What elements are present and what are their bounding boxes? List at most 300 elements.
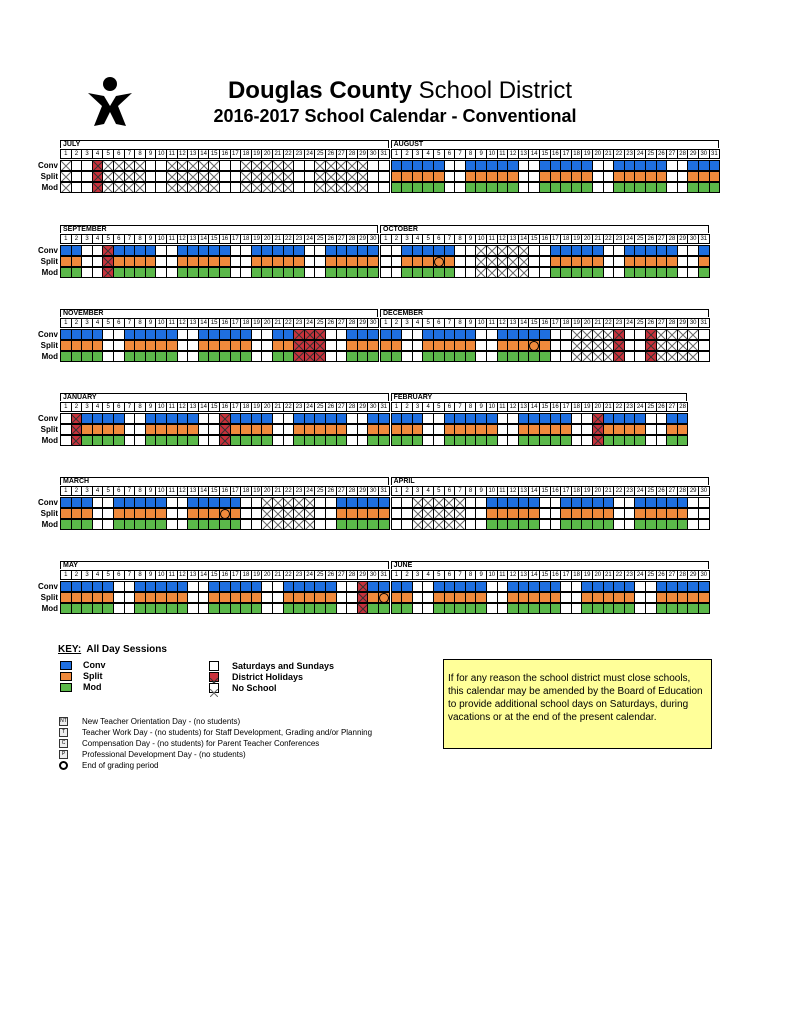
day-number: 4 bbox=[92, 402, 104, 412]
day-number: 14 bbox=[198, 402, 210, 412]
day-number: 29 bbox=[357, 318, 369, 328]
day-number: 14 bbox=[528, 570, 540, 580]
day-number: 13 bbox=[518, 149, 530, 159]
day-number: 26 bbox=[325, 234, 337, 244]
day-number: 14 bbox=[198, 149, 210, 159]
day-number: 15 bbox=[539, 570, 551, 580]
day-number: 25 bbox=[645, 570, 657, 580]
day-number: 13 bbox=[518, 402, 530, 412]
day-number: 23 bbox=[624, 149, 636, 159]
day-number: 23 bbox=[293, 402, 305, 412]
page-title: Douglas County School District bbox=[227, 77, 573, 104]
day-number: 21 bbox=[592, 234, 604, 244]
day-number: 22 bbox=[613, 486, 625, 496]
day-number: 13 bbox=[187, 402, 199, 412]
day-number: 14 bbox=[198, 486, 210, 496]
day-number: 29 bbox=[357, 149, 369, 159]
row-label-conv: Conv bbox=[38, 330, 58, 339]
day-number: 9 bbox=[475, 149, 487, 159]
day-number: 14 bbox=[518, 234, 530, 244]
day-number: 10 bbox=[155, 402, 167, 412]
day-number: 18 bbox=[240, 402, 252, 412]
day-number: 19 bbox=[251, 234, 263, 244]
day-number: 17 bbox=[560, 149, 572, 159]
day-number: 28 bbox=[666, 234, 678, 244]
day-cell-split bbox=[698, 508, 710, 519]
day-number: 12 bbox=[497, 318, 509, 328]
day-number: 11 bbox=[497, 486, 509, 496]
row-label-split: Split bbox=[40, 257, 58, 266]
day-number: 27 bbox=[336, 486, 348, 496]
day-number: 14 bbox=[528, 402, 540, 412]
day-number: 1 bbox=[391, 149, 403, 159]
month-header-december: DECEMBER bbox=[380, 309, 709, 317]
day-number: 16 bbox=[219, 318, 231, 328]
day-number: 6 bbox=[113, 570, 125, 580]
day-number: 21 bbox=[603, 486, 615, 496]
day-number: 18 bbox=[560, 318, 572, 328]
day-cell-mod bbox=[378, 435, 390, 446]
day-number: 8 bbox=[134, 234, 146, 244]
day-number: 31 bbox=[378, 402, 390, 412]
month-header-may: MAY bbox=[60, 561, 389, 569]
day-number: 8 bbox=[465, 570, 477, 580]
day-cell-split bbox=[367, 256, 379, 267]
day-number: 23 bbox=[293, 486, 305, 496]
day-cell-mod bbox=[698, 519, 710, 530]
day-number: 21 bbox=[272, 234, 284, 244]
day-number: 2 bbox=[401, 570, 413, 580]
day-number: 5 bbox=[422, 318, 434, 328]
row-label-mod: Mod bbox=[41, 520, 58, 529]
day-number: 13 bbox=[507, 318, 519, 328]
day-number: 19 bbox=[581, 570, 593, 580]
day-number: 10 bbox=[155, 234, 167, 244]
day-number: 26 bbox=[656, 149, 668, 159]
row-label-mod: Mod bbox=[41, 604, 58, 613]
day-number: 29 bbox=[357, 234, 369, 244]
day-number: 6 bbox=[444, 149, 456, 159]
day-number: 10 bbox=[486, 149, 498, 159]
day-number: 21 bbox=[272, 570, 284, 580]
day-number: 27 bbox=[656, 234, 668, 244]
day-number: 11 bbox=[166, 149, 178, 159]
day-number: 28 bbox=[677, 570, 689, 580]
day-number: 23 bbox=[613, 318, 625, 328]
day-number: 28 bbox=[346, 234, 358, 244]
day-number: 20 bbox=[592, 149, 604, 159]
day-cell-conv bbox=[709, 160, 721, 171]
day-number: 4 bbox=[92, 486, 104, 496]
day-number: 20 bbox=[261, 570, 273, 580]
day-number: 25 bbox=[314, 149, 326, 159]
day-number: 4 bbox=[92, 570, 104, 580]
day-number: 23 bbox=[293, 234, 305, 244]
day-number: 1 bbox=[60, 234, 72, 244]
day-number: 30 bbox=[367, 402, 379, 412]
day-number: 3 bbox=[81, 402, 93, 412]
day-number: 24 bbox=[624, 318, 636, 328]
day-number: 21 bbox=[272, 486, 284, 496]
day-cell-conv bbox=[698, 497, 710, 508]
day-number: 12 bbox=[177, 234, 189, 244]
day-number: 23 bbox=[624, 486, 636, 496]
day-number: 17 bbox=[230, 570, 242, 580]
day-cell-conv bbox=[378, 160, 390, 171]
day-number: 22 bbox=[283, 570, 295, 580]
professional-dev-icon: P bbox=[59, 750, 68, 759]
day-number: 23 bbox=[293, 318, 305, 328]
day-number: 15 bbox=[539, 149, 551, 159]
day-number: 9 bbox=[145, 318, 157, 328]
day-number: 5 bbox=[102, 149, 114, 159]
day-number: 17 bbox=[230, 318, 242, 328]
row-label-split: Split bbox=[40, 593, 58, 602]
day-cell-split bbox=[698, 256, 710, 267]
day-number: 15 bbox=[208, 486, 220, 496]
day-number: 19 bbox=[251, 149, 263, 159]
day-number: 18 bbox=[240, 486, 252, 496]
day-number: 30 bbox=[367, 318, 379, 328]
day-number: 30 bbox=[367, 149, 379, 159]
day-cell-mod bbox=[378, 182, 390, 193]
day-number: 10 bbox=[486, 402, 498, 412]
day-number: 23 bbox=[293, 149, 305, 159]
day-number: 11 bbox=[166, 486, 178, 496]
page-subtitle: 2016-2017 School Calendar - Conventional bbox=[213, 106, 577, 126]
month-header-november: NOVEMBER bbox=[60, 309, 378, 317]
legend-new-teacher: New Teacher Orientation Day - (no students) bbox=[82, 717, 241, 726]
day-cell-mod bbox=[677, 435, 689, 446]
day-number: 18 bbox=[240, 318, 252, 328]
day-number: 18 bbox=[571, 486, 583, 496]
day-number: 12 bbox=[507, 149, 519, 159]
day-number: 9 bbox=[145, 149, 157, 159]
day-number: 15 bbox=[208, 234, 220, 244]
row-label-conv: Conv bbox=[38, 161, 58, 170]
day-number: 9 bbox=[475, 402, 487, 412]
day-number: 17 bbox=[550, 318, 562, 328]
day-number: 20 bbox=[592, 570, 604, 580]
day-number: 26 bbox=[325, 149, 337, 159]
day-number: 9 bbox=[145, 486, 157, 496]
teacher-work-icon: T bbox=[59, 728, 68, 737]
day-number: 6 bbox=[113, 234, 125, 244]
row-label-split: Split bbox=[40, 172, 58, 181]
day-number: 27 bbox=[666, 402, 678, 412]
day-number: 4 bbox=[412, 234, 424, 244]
day-cell-mod bbox=[698, 603, 710, 614]
day-number: 8 bbox=[134, 570, 146, 580]
day-number: 1 bbox=[380, 234, 392, 244]
day-cell-split bbox=[378, 592, 390, 603]
day-number: 7 bbox=[454, 486, 466, 496]
day-number: 15 bbox=[528, 234, 540, 244]
day-number: 22 bbox=[283, 402, 295, 412]
day-number: 4 bbox=[92, 149, 104, 159]
day-number: 16 bbox=[219, 149, 231, 159]
day-number: 21 bbox=[272, 318, 284, 328]
day-number: 5 bbox=[433, 486, 445, 496]
day-number: 29 bbox=[687, 486, 699, 496]
day-cell-split bbox=[698, 592, 710, 603]
day-cell-split bbox=[677, 424, 689, 435]
day-number: 24 bbox=[624, 234, 636, 244]
row-label-conv: Conv bbox=[38, 582, 58, 591]
key-conv-swatch bbox=[60, 661, 72, 670]
day-number: 30 bbox=[698, 486, 710, 496]
day-number: 8 bbox=[465, 486, 477, 496]
day-number: 15 bbox=[208, 570, 220, 580]
day-number: 30 bbox=[367, 486, 379, 496]
day-number: 2 bbox=[401, 486, 413, 496]
day-number: 3 bbox=[412, 570, 424, 580]
day-number: 8 bbox=[134, 318, 146, 328]
day-number: 18 bbox=[571, 149, 583, 159]
month-header-october: OCTOBER bbox=[380, 225, 709, 233]
day-number: 18 bbox=[240, 234, 252, 244]
day-number: 17 bbox=[230, 402, 242, 412]
day-number: 30 bbox=[698, 570, 710, 580]
day-number: 1 bbox=[60, 486, 72, 496]
day-number: 23 bbox=[624, 570, 636, 580]
compensation-icon: C bbox=[59, 739, 68, 748]
day-number: 7 bbox=[124, 234, 136, 244]
day-cell-split bbox=[709, 171, 721, 182]
day-number: 7 bbox=[454, 570, 466, 580]
day-number: 2 bbox=[71, 318, 83, 328]
day-number: 2 bbox=[71, 402, 83, 412]
key-split-swatch bbox=[60, 672, 72, 681]
day-number: 7 bbox=[454, 149, 466, 159]
day-number: 3 bbox=[81, 570, 93, 580]
day-number: 21 bbox=[603, 402, 615, 412]
day-number: 3 bbox=[412, 402, 424, 412]
day-number: 17 bbox=[230, 234, 242, 244]
day-number: 15 bbox=[539, 402, 551, 412]
day-number: 18 bbox=[240, 570, 252, 580]
day-number: 27 bbox=[336, 402, 348, 412]
day-number: 21 bbox=[603, 149, 615, 159]
day-number: 2 bbox=[401, 149, 413, 159]
day-number: 22 bbox=[603, 234, 615, 244]
day-number: 25 bbox=[645, 486, 657, 496]
day-number: 15 bbox=[208, 402, 220, 412]
day-number: 9 bbox=[475, 570, 487, 580]
day-number: 8 bbox=[465, 149, 477, 159]
key-split-label: Split bbox=[83, 671, 103, 681]
legend-compensation: Compensation Day - (no students) for Parent Teacher Conferences bbox=[82, 739, 320, 748]
day-number: 2 bbox=[71, 234, 83, 244]
day-number: 6 bbox=[113, 402, 125, 412]
day-number: 28 bbox=[666, 318, 678, 328]
day-number: 15 bbox=[528, 318, 540, 328]
day-number: 17 bbox=[560, 570, 572, 580]
day-number: 13 bbox=[187, 318, 199, 328]
day-number: 21 bbox=[272, 402, 284, 412]
day-number: 2 bbox=[401, 402, 413, 412]
day-cell-conv bbox=[698, 581, 710, 592]
day-number: 24 bbox=[634, 486, 646, 496]
day-number: 1 bbox=[60, 570, 72, 580]
day-number: 26 bbox=[656, 402, 668, 412]
day-number: 1 bbox=[391, 570, 403, 580]
row-label-split: Split bbox=[40, 509, 58, 518]
day-number: 2 bbox=[71, 149, 83, 159]
day-number: 25 bbox=[314, 234, 326, 244]
day-number: 16 bbox=[539, 234, 551, 244]
day-number: 28 bbox=[346, 318, 358, 328]
day-cell-mod bbox=[698, 267, 710, 278]
day-number: 6 bbox=[113, 486, 125, 496]
day-number: 26 bbox=[325, 402, 337, 412]
month-header-september: SEPTEMBER bbox=[60, 225, 378, 233]
day-number: 7 bbox=[444, 234, 456, 244]
day-number: 10 bbox=[475, 234, 487, 244]
key-conv-label: Conv bbox=[83, 660, 106, 670]
day-number: 15 bbox=[208, 318, 220, 328]
day-cell-mod bbox=[367, 351, 379, 362]
day-number: 12 bbox=[177, 402, 189, 412]
day-number: 4 bbox=[422, 402, 434, 412]
day-number: 22 bbox=[283, 234, 295, 244]
day-number: 9 bbox=[145, 570, 157, 580]
day-number: 27 bbox=[666, 570, 678, 580]
day-number: 9 bbox=[145, 402, 157, 412]
day-number: 5 bbox=[433, 402, 445, 412]
month-header-april: APRIL bbox=[391, 477, 709, 485]
day-number: 24 bbox=[634, 149, 646, 159]
day-number: 16 bbox=[219, 402, 231, 412]
day-number: 16 bbox=[539, 318, 551, 328]
day-number: 9 bbox=[465, 234, 477, 244]
day-number: 7 bbox=[124, 402, 136, 412]
day-number: 8 bbox=[134, 402, 146, 412]
key-weekend-box bbox=[209, 661, 219, 671]
day-number: 6 bbox=[433, 318, 445, 328]
day-number: 16 bbox=[550, 486, 562, 496]
day-number: 10 bbox=[155, 486, 167, 496]
day-cell-mod bbox=[378, 519, 390, 530]
day-number: 29 bbox=[677, 318, 689, 328]
day-number: 12 bbox=[507, 486, 519, 496]
day-number: 24 bbox=[304, 149, 316, 159]
legend-professional-dev: Professional Development Day - (no students) bbox=[82, 750, 246, 759]
day-number: 8 bbox=[465, 402, 477, 412]
day-number: 27 bbox=[336, 149, 348, 159]
day-number: 7 bbox=[124, 486, 136, 496]
day-number: 3 bbox=[401, 234, 413, 244]
day-number: 20 bbox=[581, 234, 593, 244]
day-number: 23 bbox=[613, 234, 625, 244]
day-number: 22 bbox=[283, 318, 295, 328]
day-number: 13 bbox=[187, 234, 199, 244]
day-number: 28 bbox=[677, 486, 689, 496]
row-label-mod: Mod bbox=[41, 352, 58, 361]
row-label-split: Split bbox=[40, 425, 58, 434]
day-number: 18 bbox=[560, 234, 572, 244]
day-number: 27 bbox=[336, 318, 348, 328]
day-number: 14 bbox=[198, 234, 210, 244]
day-number: 18 bbox=[571, 570, 583, 580]
day-number: 12 bbox=[507, 402, 519, 412]
day-number: 12 bbox=[507, 570, 519, 580]
day-number: 8 bbox=[134, 149, 146, 159]
day-number: 17 bbox=[230, 486, 242, 496]
day-number: 1 bbox=[60, 402, 72, 412]
row-label-mod: Mod bbox=[41, 183, 58, 192]
day-number: 27 bbox=[666, 149, 678, 159]
key-noschool-box bbox=[209, 683, 219, 693]
day-number: 26 bbox=[645, 234, 657, 244]
day-number: 6 bbox=[113, 318, 125, 328]
day-number: 6 bbox=[433, 234, 445, 244]
day-number: 28 bbox=[346, 402, 358, 412]
day-cell-split bbox=[378, 508, 390, 519]
day-number: 25 bbox=[645, 402, 657, 412]
day-number: 10 bbox=[155, 149, 167, 159]
day-number: 26 bbox=[325, 570, 337, 580]
day-number: 11 bbox=[166, 234, 178, 244]
day-number: 5 bbox=[102, 234, 114, 244]
day-number: 17 bbox=[230, 149, 242, 159]
day-cell-mod bbox=[367, 267, 379, 278]
day-cell-conv bbox=[677, 413, 689, 424]
day-number: 4 bbox=[422, 570, 434, 580]
day-number: 22 bbox=[613, 402, 625, 412]
day-number: 25 bbox=[314, 486, 326, 496]
day-number: 11 bbox=[497, 570, 509, 580]
day-number: 17 bbox=[560, 486, 572, 496]
day-number: 21 bbox=[272, 149, 284, 159]
day-number: 31 bbox=[698, 318, 710, 328]
day-number: 22 bbox=[613, 149, 625, 159]
month-header-july: JULY bbox=[60, 140, 389, 148]
day-number: 19 bbox=[251, 486, 263, 496]
day-number: 7 bbox=[124, 318, 136, 328]
day-number: 2 bbox=[71, 486, 83, 496]
day-number: 28 bbox=[677, 149, 689, 159]
day-number: 27 bbox=[656, 318, 668, 328]
day-number: 3 bbox=[412, 486, 424, 496]
row-label-mod: Mod bbox=[41, 436, 58, 445]
row-label-conv: Conv bbox=[38, 498, 58, 507]
day-number: 20 bbox=[592, 486, 604, 496]
day-number: 11 bbox=[486, 234, 498, 244]
day-number: 19 bbox=[581, 486, 593, 496]
day-number: 14 bbox=[528, 149, 540, 159]
day-number: 14 bbox=[198, 318, 210, 328]
day-number: 1 bbox=[391, 486, 403, 496]
day-number: 31 bbox=[378, 486, 390, 496]
day-number: 22 bbox=[613, 570, 625, 580]
grading-ring-icon bbox=[379, 593, 389, 603]
day-number: 10 bbox=[486, 486, 498, 496]
day-number: 4 bbox=[92, 318, 104, 328]
day-number: 27 bbox=[336, 234, 348, 244]
key-holiday-box bbox=[209, 672, 219, 682]
day-number: 30 bbox=[367, 234, 379, 244]
day-number: 13 bbox=[518, 486, 530, 496]
day-number: 16 bbox=[219, 570, 231, 580]
day-number: 9 bbox=[465, 318, 477, 328]
day-number: 25 bbox=[645, 149, 657, 159]
day-number: 27 bbox=[666, 486, 678, 496]
month-header-february: FEBRUARY bbox=[391, 393, 688, 401]
day-number: 25 bbox=[314, 570, 326, 580]
day-number: 15 bbox=[208, 149, 220, 159]
grading-ring-icon bbox=[529, 341, 539, 351]
